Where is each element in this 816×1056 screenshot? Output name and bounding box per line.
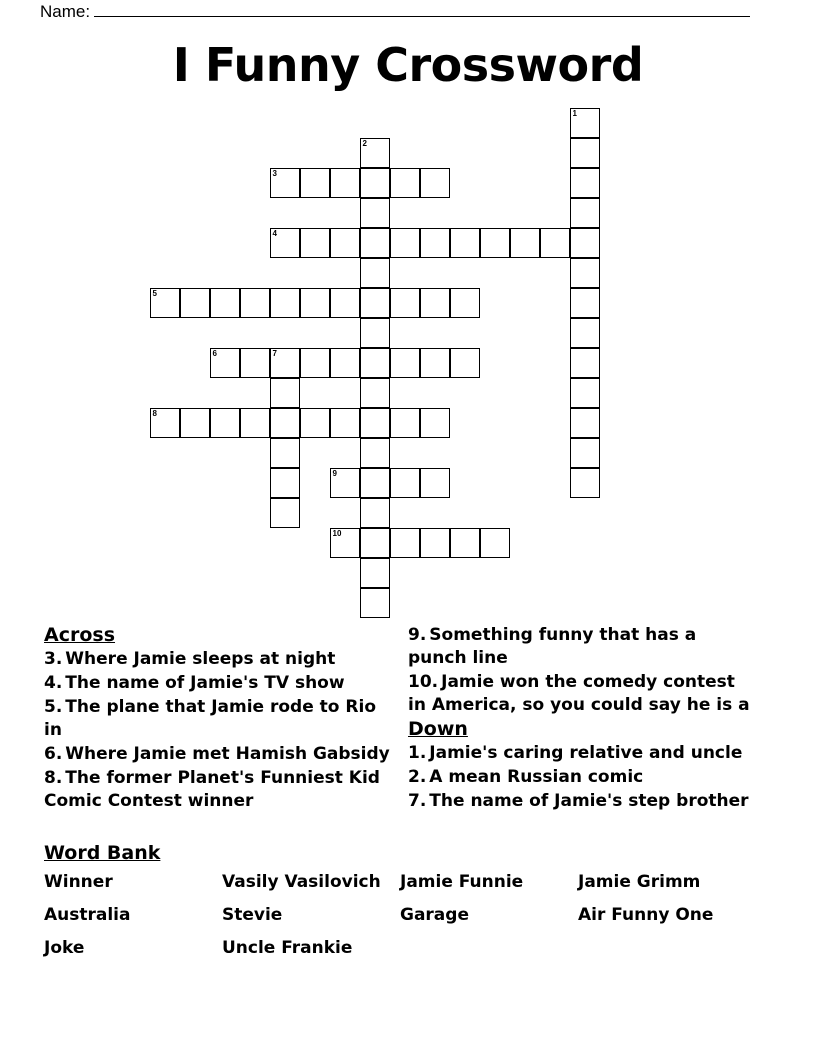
crossword-cell[interactable]: [300, 228, 330, 258]
crossword-cell[interactable]: [360, 378, 390, 408]
crossword-cell[interactable]: [210, 408, 240, 438]
crossword-cell[interactable]: [450, 228, 480, 258]
clue-number: 10.: [408, 672, 439, 692]
clue-across-4: [44, 672, 394, 695]
crossword-cell[interactable]: [330, 228, 360, 258]
clue-across-9: [408, 624, 758, 670]
clue-across-6: [44, 743, 394, 766]
crossword-cell[interactable]: [360, 288, 390, 318]
crossword-cell[interactable]: [150, 408, 180, 438]
crossword-cell[interactable]: [330, 528, 360, 558]
clue-number: 4.: [44, 673, 63, 693]
crossword-cell[interactable]: [360, 168, 390, 198]
clue-text: Where Jamie met Hamish Gabsidy: [65, 744, 390, 764]
crossword-cell[interactable]: [570, 438, 600, 468]
crossword-cell[interactable]: [330, 168, 360, 198]
crossword-cell[interactable]: [480, 528, 510, 558]
crossword-cell[interactable]: [390, 288, 420, 318]
crossword-cell[interactable]: [570, 318, 600, 348]
clue-number: 6.: [44, 744, 63, 764]
crossword-cell[interactable]: [570, 468, 600, 498]
crossword-cell[interactable]: [360, 198, 390, 228]
crossword-cell[interactable]: [570, 288, 600, 318]
down-heading: Down: [408, 718, 468, 740]
crossword-cell[interactable]: [360, 408, 390, 438]
word-bank-item: Jamie Funnie: [400, 872, 524, 892]
crossword-cell[interactable]: [390, 408, 420, 438]
crossword-cell[interactable]: [150, 288, 180, 318]
word-bank-section: [44, 842, 774, 963]
clue-text: The name of Jamie's step brother: [429, 791, 749, 811]
clue-text: Jamie's caring relative and uncle: [429, 743, 743, 763]
word-bank-item: Stevie: [222, 905, 283, 925]
across-heading: Across: [44, 624, 116, 646]
crossword-cell[interactable]: [360, 588, 390, 618]
crossword-cell[interactable]: [210, 348, 240, 378]
crossword-cell[interactable]: [420, 288, 450, 318]
crossword-cell[interactable]: [420, 348, 450, 378]
crossword-cell[interactable]: [270, 348, 300, 378]
crossword-cell-number: 3: [272, 169, 277, 178]
crossword-cell-number: 5: [152, 289, 157, 298]
crossword-cell[interactable]: [390, 348, 420, 378]
clues-column-right: [408, 624, 758, 814]
crossword-cell[interactable]: [570, 408, 600, 438]
word-bank-item: Vasily Vasilovich: [222, 872, 381, 892]
crossword-cell[interactable]: [450, 528, 480, 558]
crossword-cell-number: 1: [572, 109, 577, 118]
crossword-cell[interactable]: [360, 228, 390, 258]
crossword-cell[interactable]: [450, 288, 480, 318]
crossword-cell[interactable]: [240, 348, 270, 378]
crossword-cell[interactable]: [420, 228, 450, 258]
crossword-cell[interactable]: [540, 228, 570, 258]
clue-number: 8.: [44, 768, 63, 788]
crossword-cell[interactable]: [570, 108, 600, 138]
crossword-cell[interactable]: [510, 228, 540, 258]
crossword-cell-number: 10: [332, 529, 342, 538]
word-bank-item: Winner: [44, 872, 113, 892]
clue-number: 2.: [408, 767, 427, 787]
clue-number: 3.: [44, 649, 63, 669]
word-bank-heading: Word Bank: [44, 842, 161, 864]
crossword-cell[interactable]: [570, 378, 600, 408]
crossword-cell[interactable]: [360, 318, 390, 348]
crossword-cell[interactable]: [270, 408, 300, 438]
word-bank-item: Air Funny One: [578, 905, 714, 925]
crossword-cell[interactable]: [360, 348, 390, 378]
word-bank-item: Jamie Grimm: [578, 872, 701, 892]
crossword-cell[interactable]: [420, 468, 450, 498]
crossword-cell[interactable]: [420, 528, 450, 558]
clue-across-5: [44, 696, 394, 742]
crossword-cell[interactable]: [360, 498, 390, 528]
crossword-cell[interactable]: [270, 438, 300, 468]
crossword-cell[interactable]: [360, 468, 390, 498]
crossword-cell[interactable]: [360, 528, 390, 558]
clue-across-8: [44, 767, 394, 813]
crossword-cell[interactable]: [300, 288, 330, 318]
crossword-cell-number: 9: [332, 469, 337, 478]
clue-number: 9.: [408, 625, 427, 645]
crossword-grid[interactable]: [0, 104, 816, 624]
crossword-cell-number: 6: [212, 349, 217, 358]
crossword-cell[interactable]: [330, 468, 360, 498]
clue-down-2: [408, 766, 758, 789]
crossword-cell[interactable]: [420, 168, 450, 198]
crossword-cell-number: 2: [362, 139, 367, 148]
crossword-cell[interactable]: [360, 258, 390, 288]
page-title: I Funny Crossword: [172, 38, 644, 92]
crossword-cell[interactable]: [180, 408, 210, 438]
name-field-row: [40, 2, 750, 22]
crossword-cell[interactable]: [210, 288, 240, 318]
crossword-cell[interactable]: [390, 168, 420, 198]
word-bank-item: [400, 934, 578, 963]
crossword-cell[interactable]: [420, 408, 450, 438]
clue-across-10: [408, 671, 758, 717]
word-bank-item: Joke: [44, 938, 85, 958]
crossword-cell-number: 4: [272, 229, 277, 238]
clue-number: 1.: [408, 743, 427, 763]
clue-text: Where Jamie sleeps at night: [65, 649, 336, 669]
crossword-cell[interactable]: [480, 228, 510, 258]
crossword-cell[interactable]: [360, 558, 390, 588]
clue-text: The name of Jamie's TV show: [65, 673, 345, 693]
clues-section: [44, 624, 772, 834]
clue-text: Something funny that has a punch line: [408, 625, 697, 668]
crossword-cell[interactable]: [570, 138, 600, 168]
crossword-cell[interactable]: [570, 228, 600, 258]
crossword-cell[interactable]: [330, 408, 360, 438]
crossword-cell[interactable]: [300, 168, 330, 198]
name-input-line[interactable]: [94, 2, 750, 17]
crossword-cell[interactable]: [570, 258, 600, 288]
crossword-cell[interactable]: [330, 348, 360, 378]
word-bank-item: [578, 934, 774, 963]
clues-column-left: [44, 624, 394, 814]
crossword-cell[interactable]: [270, 288, 300, 318]
crossword-cell[interactable]: [240, 408, 270, 438]
crossword-cell[interactable]: [180, 288, 210, 318]
crossword-cell[interactable]: [570, 168, 600, 198]
crossword-cell[interactable]: [450, 348, 480, 378]
clue-across-3: [44, 648, 394, 671]
word-bank-grid: [44, 868, 774, 963]
clue-down-7: [408, 790, 758, 813]
crossword-cell[interactable]: [390, 528, 420, 558]
crossword-cell[interactable]: [270, 378, 300, 408]
clue-text: A mean Russian comic: [429, 767, 644, 787]
crossword-cell[interactable]: [270, 168, 300, 198]
crossword-cell[interactable]: [360, 138, 390, 168]
clue-number: 7.: [408, 791, 427, 811]
crossword-cell[interactable]: [360, 438, 390, 468]
crossword-cell[interactable]: [570, 348, 600, 378]
crossword-cell[interactable]: [390, 468, 420, 498]
crossword-cell-number: 8: [152, 409, 157, 418]
crossword-cell[interactable]: [300, 408, 330, 438]
name-label: Name:: [40, 2, 91, 21]
clue-text: Jamie won the comedy contest in America, so you could say he is a: [408, 672, 750, 715]
crossword-cell[interactable]: [330, 288, 360, 318]
clue-down-1: [408, 742, 758, 765]
crossword-cell[interactable]: [300, 348, 330, 378]
clue-text: The former Planet's Funniest Kid Comic Contest winner: [44, 768, 380, 811]
word-bank-item: Australia: [44, 905, 131, 925]
crossword-cell[interactable]: [270, 228, 300, 258]
crossword-cell[interactable]: [570, 198, 600, 228]
crossword-cell[interactable]: [240, 288, 270, 318]
word-bank-item: Garage: [400, 905, 469, 925]
crossword-cell[interactable]: [390, 228, 420, 258]
word-bank-item: Uncle Frankie: [222, 938, 353, 958]
clue-text: The plane that Jamie rode to Rio in: [44, 697, 376, 740]
crossword-cell-number: 7: [272, 349, 277, 358]
clue-number: 5.: [44, 697, 63, 717]
crossword-cell[interactable]: [270, 468, 300, 498]
crossword-cell[interactable]: [270, 498, 300, 528]
